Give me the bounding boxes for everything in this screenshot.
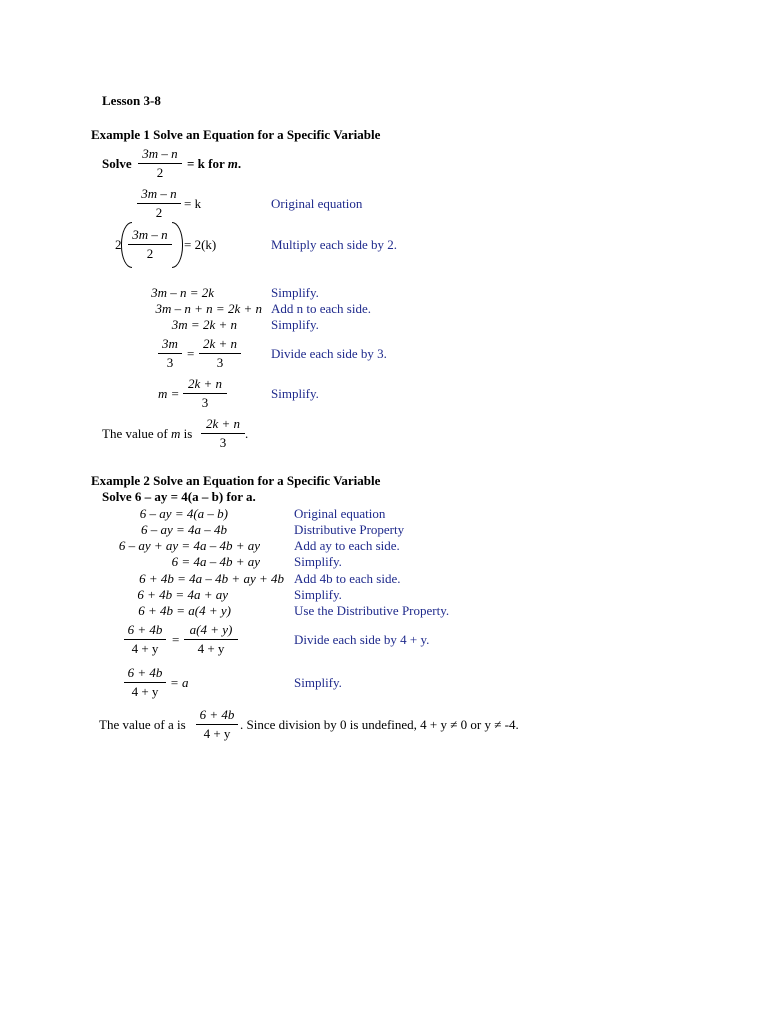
prompt-variable: m	[227, 156, 238, 171]
fraction-numerator: 3m – n	[142, 146, 178, 161]
ex1-step2-note: Multiply each side by 2.	[271, 237, 398, 252]
ex1-step6-equals: =	[187, 346, 195, 361]
fraction-bar	[138, 163, 182, 164]
fraction-denominator: 4 + y	[203, 726, 231, 741]
fraction-denominator: 4 + y	[131, 684, 159, 699]
ex2-step3-note: Add ay to each side.	[294, 538, 400, 553]
ex2-step3-equation: 6 – ay + ay = 4a – 4b + ay	[118, 538, 260, 553]
ex1-step3-note: Simplify.	[271, 285, 319, 300]
example1-prompt-prefix: Solve	[102, 156, 132, 171]
fraction-numerator: 6 + 4b	[127, 665, 163, 680]
fraction-bar	[158, 353, 182, 354]
ex2-step4-equation: 6 = 4a – 4b + ay	[171, 554, 260, 569]
ex2-step2-note: Distributive Property	[294, 522, 405, 537]
ex1-step5-equation: 3m = 2k + n	[171, 317, 237, 332]
ex2-step1-equation: 6 – ay = 4(a – b)	[139, 506, 228, 521]
fraction-bar	[124, 639, 166, 640]
conclusion-is: is	[180, 426, 193, 441]
conclusion-variable: m	[170, 426, 181, 441]
ex2-step7-note: Use the Distributive Property.	[294, 603, 450, 618]
lesson-title: Lesson 3-8	[102, 93, 161, 108]
ex1-conclusion-end: .	[245, 426, 249, 441]
ex1-step5-note: Simplify.	[271, 317, 319, 332]
right-paren	[172, 222, 183, 268]
ex1-step7-note: Simplify.	[271, 386, 319, 401]
fraction-numerator: 2k + n	[187, 376, 223, 391]
fraction-denominator: 4 + y	[197, 641, 225, 656]
fraction-numerator: 3m – n	[132, 227, 168, 242]
ex2-step8-equals: =	[172, 632, 180, 647]
ex2-step5-note: Add 4b to each side.	[294, 571, 401, 586]
fraction-bar	[199, 353, 241, 354]
ex1-conclusion-prefix	[102, 426, 192, 441]
example1-prompt-suffix	[187, 156, 241, 171]
fraction-bar	[183, 393, 227, 394]
fraction-bar	[196, 724, 238, 725]
fraction-numerator: 2k + n	[205, 416, 241, 431]
fraction-bar	[124, 682, 166, 683]
fraction-denominator: 3	[219, 435, 227, 450]
prompt-period: .	[237, 156, 242, 171]
fraction-denominator: 2	[155, 205, 163, 220]
fraction-bar	[184, 639, 238, 640]
example1-heading: Example 1 Solve an Equation for a Specific Variable	[91, 127, 381, 142]
ex1-step4-equation: 3m – n + n = 2k + n	[155, 301, 262, 316]
fraction-denominator: 4 + y	[131, 641, 159, 656]
ex1-step2-rhs: = 2(k)	[184, 237, 217, 252]
fraction-numerator: 6 + 4b	[127, 622, 163, 637]
ex2-step9-rhs: = a	[170, 675, 189, 690]
ex2-conclusion-prefix: The value of a is	[99, 717, 186, 732]
ex2-step6-note: Simplify.	[294, 587, 342, 602]
fraction-numerator: a(4 + y)	[189, 622, 233, 637]
ex2-step9-note: Simplify.	[294, 675, 342, 690]
ex1-step1-rhs: = k	[184, 196, 202, 211]
fraction-numerator: 6 + 4b	[199, 707, 235, 722]
ex2-step7-equation: 6 + 4b = a(4 + y)	[138, 603, 231, 618]
ex1-step4-note: Add n to each side.	[271, 301, 372, 316]
ex2-step4-note: Simplify.	[294, 554, 342, 569]
fraction-numerator: 2k + n	[202, 336, 238, 351]
fraction-numerator: 3m – n	[141, 186, 177, 201]
ex1-step1-note: Original equation	[271, 196, 363, 211]
fraction-denominator: 3	[216, 355, 224, 370]
fraction-bar	[201, 433, 245, 434]
fraction-bar	[137, 203, 181, 204]
fraction-denominator: 3	[166, 355, 174, 370]
fraction-denominator: 3	[201, 395, 209, 410]
prompt-equals-k: = k for	[187, 156, 228, 171]
fraction-denominator: 2	[146, 246, 154, 261]
ex2-step1-note: Original equation	[294, 506, 386, 521]
ex2-step5-equation: 6 + 4b = 4a – 4b + ay + 4b	[139, 571, 284, 586]
example2-heading: Example 2 Solve an Equation for a Specific Variable	[91, 473, 381, 488]
ex1-step3-equation: 3m – n = 2k	[151, 285, 214, 300]
example2-prompt: Solve 6 – ay = 4(a – b) for a.	[102, 489, 256, 504]
ex1-step6-note: Divide each side by 3.	[271, 346, 387, 361]
ex2-step2-equation: 6 – ay = 4a – 4b	[140, 522, 227, 537]
fraction-bar	[128, 244, 172, 245]
ex1-step2-coef: 2	[115, 237, 122, 252]
ex2-conclusion-suffix: . Since division by 0 is undefined, 4 + y ≠ 0 or y ≠ -4.	[240, 717, 519, 732]
ex2-step8-note: Divide each side by 4 + y.	[294, 632, 430, 647]
conclusion-text: The value of	[102, 426, 171, 441]
ex2-step6-equation: 6 + 4b = 4a + ay	[137, 587, 228, 602]
fraction-denominator: 2	[156, 165, 164, 180]
fraction-numerator: 3m	[162, 336, 178, 351]
ex1-step7-lhs: m =	[158, 386, 180, 401]
